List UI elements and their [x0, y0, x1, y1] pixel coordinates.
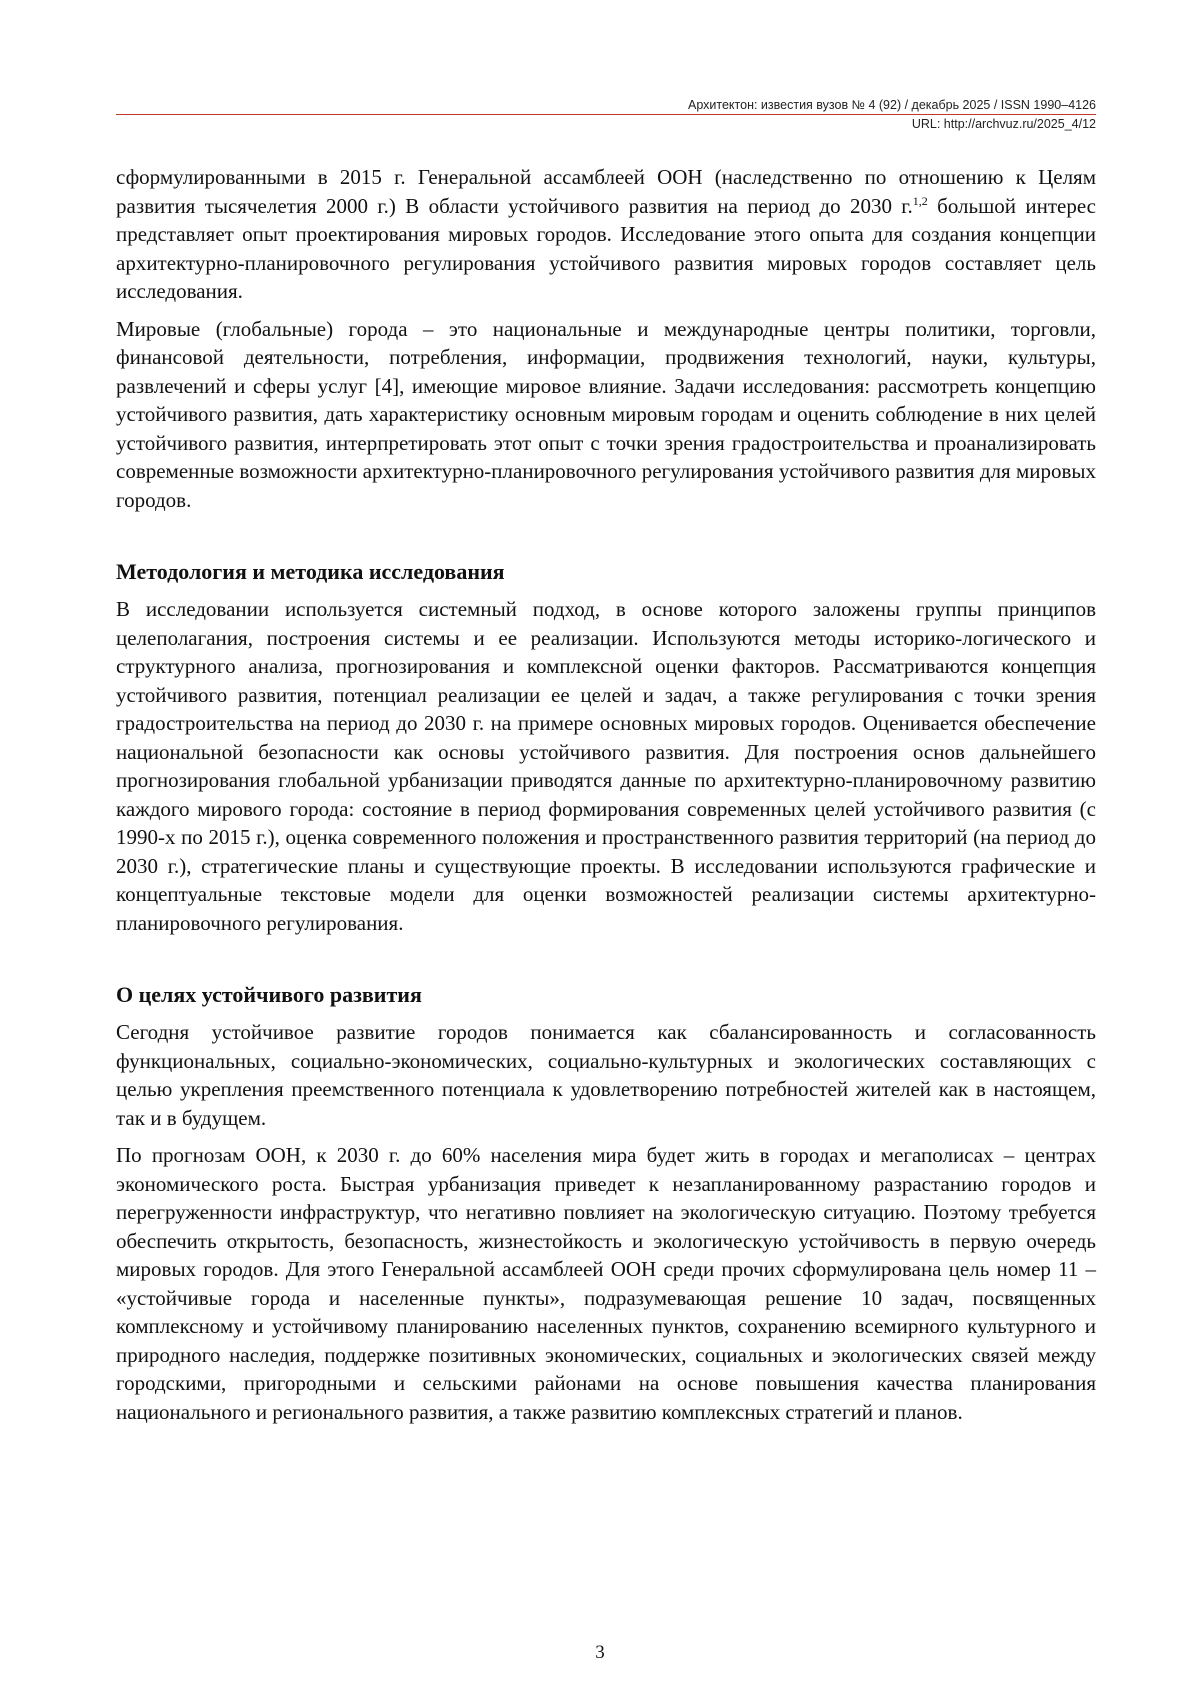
footnote-reference[interactable]: 1,2	[912, 193, 928, 208]
page-number: 3	[595, 1642, 605, 1663]
journal-info: Архитектон: известия вузов № 4 (92) / декабрь 2025 / ISSN 1990–4126	[688, 98, 1096, 112]
paragraph-intro	[116, 163, 1096, 306]
paragraph-methodology: В исследовании используется системный подход, в основе которого заложены группы принципов целеполагания, построения системы и ее реализации. Используются методы историко-логического и структурного анализа, прогнозирования и комплексной оценки факторов. Рассматриваются концепция устойчивого развития, потенциал реализации ее целей и задач, а также регулирования с точки зрения градостроительства на период до 2030 г. на примере основных мировых городов. Оценивается обеспечение национальной безопасности как основы устойчивого развития. Для построения основ дальнейшего прогнозирования глобальной урбанизации приводятся данные по архитектурно-планировочному развитию каждого мирового города: состояние в период формирования современных целей устойчивого развития (с 1990-х по 2015 г.), оценка современного положения и пространственного развития территорий (на период до 2030 г.), стратегические планы и существующие проекты. В исследовании используются графические и концептуальные текстовые модели для оценки возможностей реализации системы архитектурно-планировочного регулирования.	[116, 597, 1096, 935]
paragraph-un-forecast: По прогнозам ООН, к 2030 г. до 60% населения мира будет жить в городах и мегаполисах – центрах экономического роста. Быстрая урбанизация приведет к незапланированному разрастанию городов и перегруженности инфраструктур, что негативно повлияет на экологическую ситуацию. Поэтому требуется обеспечить открытость, безопасность, жизнестойкость и экологическую устойчивость в первую очередь мировых городов. Для этого Генеральной ассамблеей ООН среди прочих сформулирована цель номер 11 – «устойчивые города и населенные пункты», подразумевающая решение 10 задач, посвященных комплексному и устойчивому планированию населенных пунктов, сохранению всемирного культурного и природного наследия, поддержке позитивных экономических, социальных и экологических связей между городскими, пригородными и сельскими районами на основе повышения качества планирования национального и регионального развития, а также развитию комплексных стратегий и планов.	[116, 1143, 1096, 1424]
paragraph-world-cities: Мировые (глобальные) города – это национальные и международные центры политики, торговли, финансовой деятельности, потребления, информации, продвижения технологий, науки, культуры, развлечений и сферы услуг [4], имеющие мировое влияние. Задачи исследования: рассмотреть концепцию устойчивого развития, дать характеристику основным мировым городам и оценить соблюдение в них целей устойчивого развития, интерпретировать этот опыт с точки зрения градостроительства и проанализировать современные возможности архитектурно-планировочного регулирования устойчивого развития для мировых городов.	[116, 316, 1096, 512]
paragraph-intro-text: сформулированными в 2015 г. Генеральной ассамблеей ООН (наследственно по отношению к Целям развития тысячелетия 2000 г.) В области устойчивого развития на период до 2030 г.	[116, 165, 1096, 218]
article-body	[116, 163, 1096, 1435]
header-divider	[116, 114, 1096, 115]
paragraph-sustainable-definition: Сегодня устойчивое развитие городов понимается как сбалансированность и согласованность функциональных, социально-экономических, социально-культурных и экологических составляющих с целью укрепления преемственного потенциала к удовлетворению потребностей жителей как в настоящем, так и в будущем.	[116, 1020, 1096, 1130]
paragraph-intro-text-cont: большой интерес представляет опыт проектирования мировых городов. Исследование этого опыта для создания концепции архитектурно-планировочного регулирования устойчивого развития мировых городов составляет цель исследования.	[116, 193, 1096, 303]
section-heading-methodology: Методология и методика исследования	[116, 559, 505, 584]
running-header	[688, 96, 1096, 134]
article-url[interactable]: URL: http://archvuz.ru/2025_4/12	[911, 117, 1096, 131]
section-heading-goals: О целях устойчивого развития	[116, 982, 422, 1007]
